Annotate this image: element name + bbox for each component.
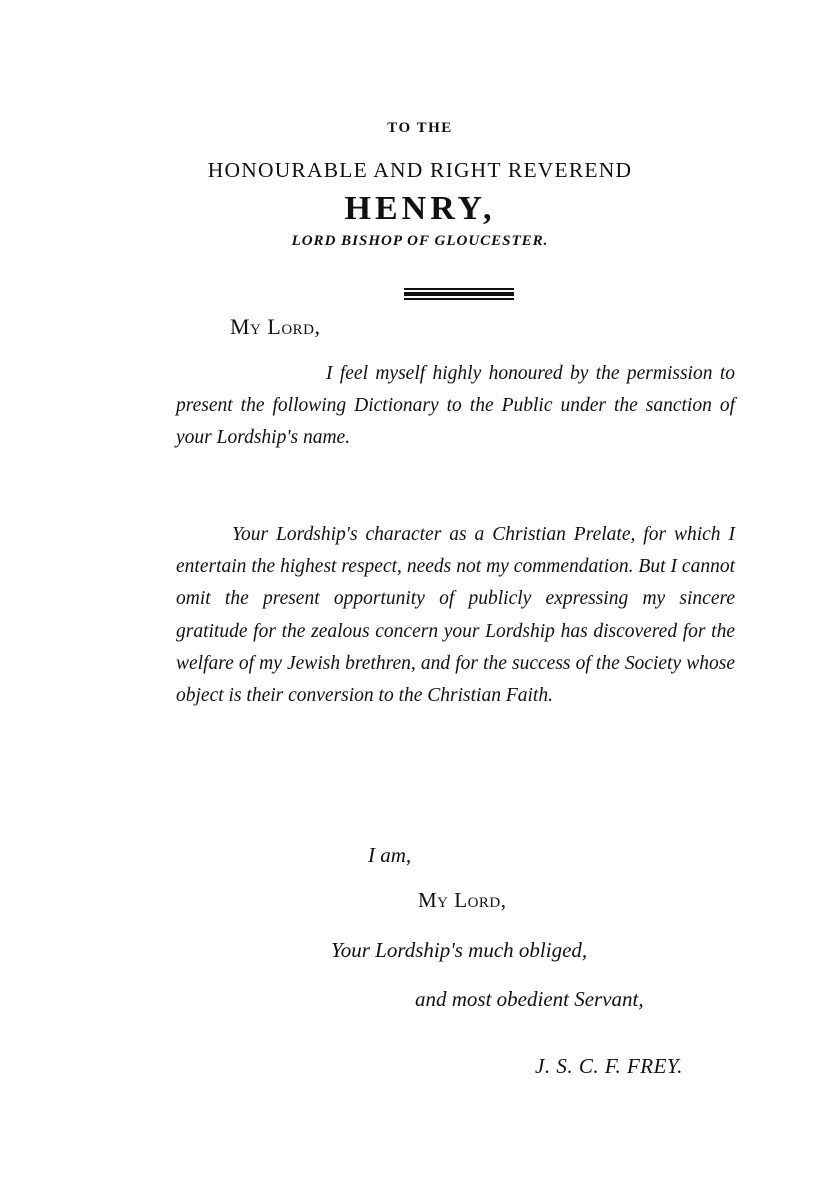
salutation: My Lord, (230, 314, 321, 339)
ornamental-rule-bottom (404, 298, 514, 300)
ornamental-rule-middle (404, 292, 514, 296)
dedicatee-name: HENRY, (344, 190, 496, 227)
closing-my-lord: My Lord, (418, 888, 507, 912)
closing-obliged: Your Lordship's much obliged, (331, 938, 588, 962)
signature: J. S. C. F. FREY. (535, 1054, 683, 1078)
dedicatee-office: LORD BISHOP OF GLOUCESTER. (291, 233, 549, 249)
body-paragraph-1: I feel myself highly honoured by the permission to present the following Dictionary to the Public under the sanction of your Lordship's name. (176, 363, 735, 449)
ornamental-rule-top (404, 288, 514, 290)
honourable-title: HONOURABLE AND RIGHT REVEREND (207, 158, 633, 182)
to-the-line: TO THE (387, 120, 453, 136)
closing-servant: and most obedient Servant, (415, 987, 644, 1011)
body-paragraph-2: Your Lordship's character as a Christian Prelate, for which I entertain the highest respect, needs not my commendation. But I cannot omit the present opportunity of publicly expressing my sincere gratitude for the zealous concern your Lordship has discovered for the welfare of my Jewish brethren, and for the success of the Society whose object is their conversion to the Christian Faith. (176, 524, 735, 707)
closing-i-am: I am, (368, 843, 412, 867)
